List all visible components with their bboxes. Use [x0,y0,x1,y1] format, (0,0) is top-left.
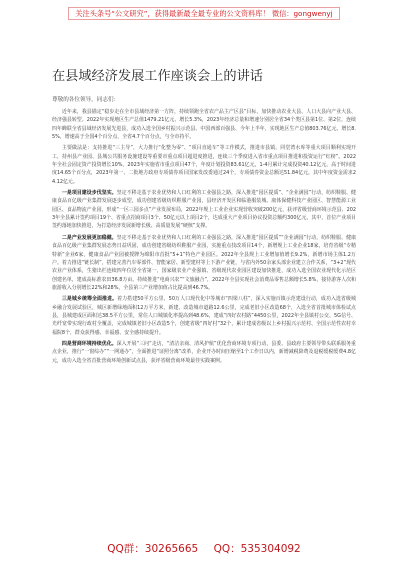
body-paragraph [52,144,356,186]
paragraph-lead: 一是项目建设步伐坚实。 [61,190,117,197]
page-title: 在县域经济发展工作座谈会上的讲话 [52,69,263,84]
paragraph-lead: 二是产业发展更加稳健。 [61,234,117,241]
paragraph-text: 近年来，我县锚定“稳步走在全市县域经济第一方阵，持续领跑全省农产品主产区县”目标，加快推动农业大县、人口大县向产业大县、经济强县转型。2022年实现地区生产总值1479.21亿元、增长5.3%，2023年经济总量和增速分别居全省34个类区县第1位、第2位，连续四年蝉联全省县域经济发展先进县，成功入选全国乡村振兴示范县、中国西部百强县、今年上半年，实现地区生产总值803.76亿元、增长8.5%，增速高于全国4个百分点，全省4.7个百分点，与全市持平。 [52,109,356,141]
paragraph-text: 主要做法是：支持推进“三主导”，大力推行“化整为零”、“项目直通车”等工作模式，推进市县镇、同堂湾水库等重大项目顺利实现开工，持州县产业园、县城公共服务设施建设等重要市重点项目超进度推进，连续三个季度进入省市重点项目推进和投资运行“红榜”。2022年全社会固定资产投资增长10%，2023年实施省市重点项目47个，年度计划投资83.61亿元，1-4月累计完成投资40.12亿元，高于时间进度14.65个百分点，2023年第一、二批地方政府专项债券项目国家发改委通过24个，专项债券资金总额达51.84亿元，其中年度资金需求24.12亿元。 [52,145,356,185]
greeting: 尊敬的各位领导，同志们： [52,97,120,103]
promo-banner [0,0,408,26]
paragraph-lead: 三是城乡统筹全面推进。 [61,296,118,303]
body-paragraph [52,295,356,337]
body-paragraph [52,189,356,231]
promo-banner-text: 关注头条号“公文研究”，获得最新最全最专业的公文资料库！ 微信：gongwenyj [68,7,339,20]
paragraph-list [52,108,356,365]
body-paragraph [52,234,356,292]
paragraph-text: 深入开展“三问”走访，“清洁亲商、清风护航”优化营商环境专项行动，县委、县政府主要领导带头联系服务重点企业，推行“一窗综办”“一网通办”，全面推进“证照分离”改革，企业开办时间压缩至1个工作日以内，新增减税降费及退税缓税缓费4.8亿元，成功入选全省首批营商环境创新试点县，获评省级营商环境最佳实践案例。 [52,340,356,364]
paragraph-text: 坚定不移走基于农业优势和人口红利的工业强县之路，深入推进“园区提质”“企业满园”行动，纺织鞋服、健康食品百亿级产业集群发展态势日益巩固，成功创建省级纺织鞋服产业园，实施重点技改项目14个，新增规上工业企业18家，培育省级“专精特新”企业6家，健康食品产业园被授牌为绵阳市首批“5+1”特色产业园区。2022年全县规上工业增加值增长9.2%，新增市场主体1.2万户。着力推进“链长制”，搭建完善汽车零部件、智能家居、新型建材等上下游产业链，与省内外50余家头部企业建立合作关系，“3+2”现代农业产业体系，生猪出栏连续四年位居全省第一，国家级农业产业强镇、省级现代农业园区建设加快推进，成功入选全国农业现代化示范区创建名单，建成高标准农田36.8万亩。持续推进“电商兴农”“文旅融合”，2022年全县实现社会消费品零售总额增长5.8%，接待游客人次和旅游收入分别增长22%和28%，全县第三产业增加值占比提高到46.7%。 [52,234,357,291]
paragraph-lead: 四是营商环境持续优化。 [61,340,117,347]
paragraph-text: 坚定不移走基于农业优势和人口红利的工业强县之路，深入推进“园区提质”、“企业满园”行动，纺织鞋服、健康食品百亿级产业集群发展逐步成型，成功创建省级纺织鞋服产业园，县经济开发区和临港服装城、康体保健科技产业园区、智慧能源工业园区、食品物流产业园，形成“一区三园多点”产业发展布局，2022年规上工业企业实现营收突破200亿元，获评省级营商环境示范县、2023年全县累计签约项目19个、省重点招商项目3个、50亿元以上项目2个，达成重大产业项目协议投资总额约300亿元，其中，首位产业项目签约落地加快推进，为打造经济发展新增长极、高质量发展“硬核”支撑。 [52,190,356,230]
speech-body [52,96,356,368]
qq-group-text: QQ群：30265665 [107,543,199,555]
paragraph-text: 着力搭建50平方公里、50万人口现代化中等城市“四梁八柱”，深入实施百镇示范建设行动，成功入选省级城乡融合发展试验区，城区新增绿地面积12万平方米，新建、改造城市道路12.6公里，完成老旧小区改造68个，入选全省首批城市体检试点县，县城建成区面积达38.5平方公里，常住人口城镇化率提高到48.6%，建成“四好农村路”4450公里，2022年全县镇村公交、5G信号、光纤宽带实现行政村全覆盖，完成城镇老旧小区改造5个，创建省级“四好村”32个，累计建成省级以上乡村振兴示范村、全国示范性农村幸福院8个，群众获得感、幸福感、安全感持续提升。 [52,296,356,336]
qq-text: QQ：535304092 [213,543,301,555]
body-paragraph [52,108,356,141]
contact-footer [0,539,408,559]
body-paragraph [52,340,356,365]
